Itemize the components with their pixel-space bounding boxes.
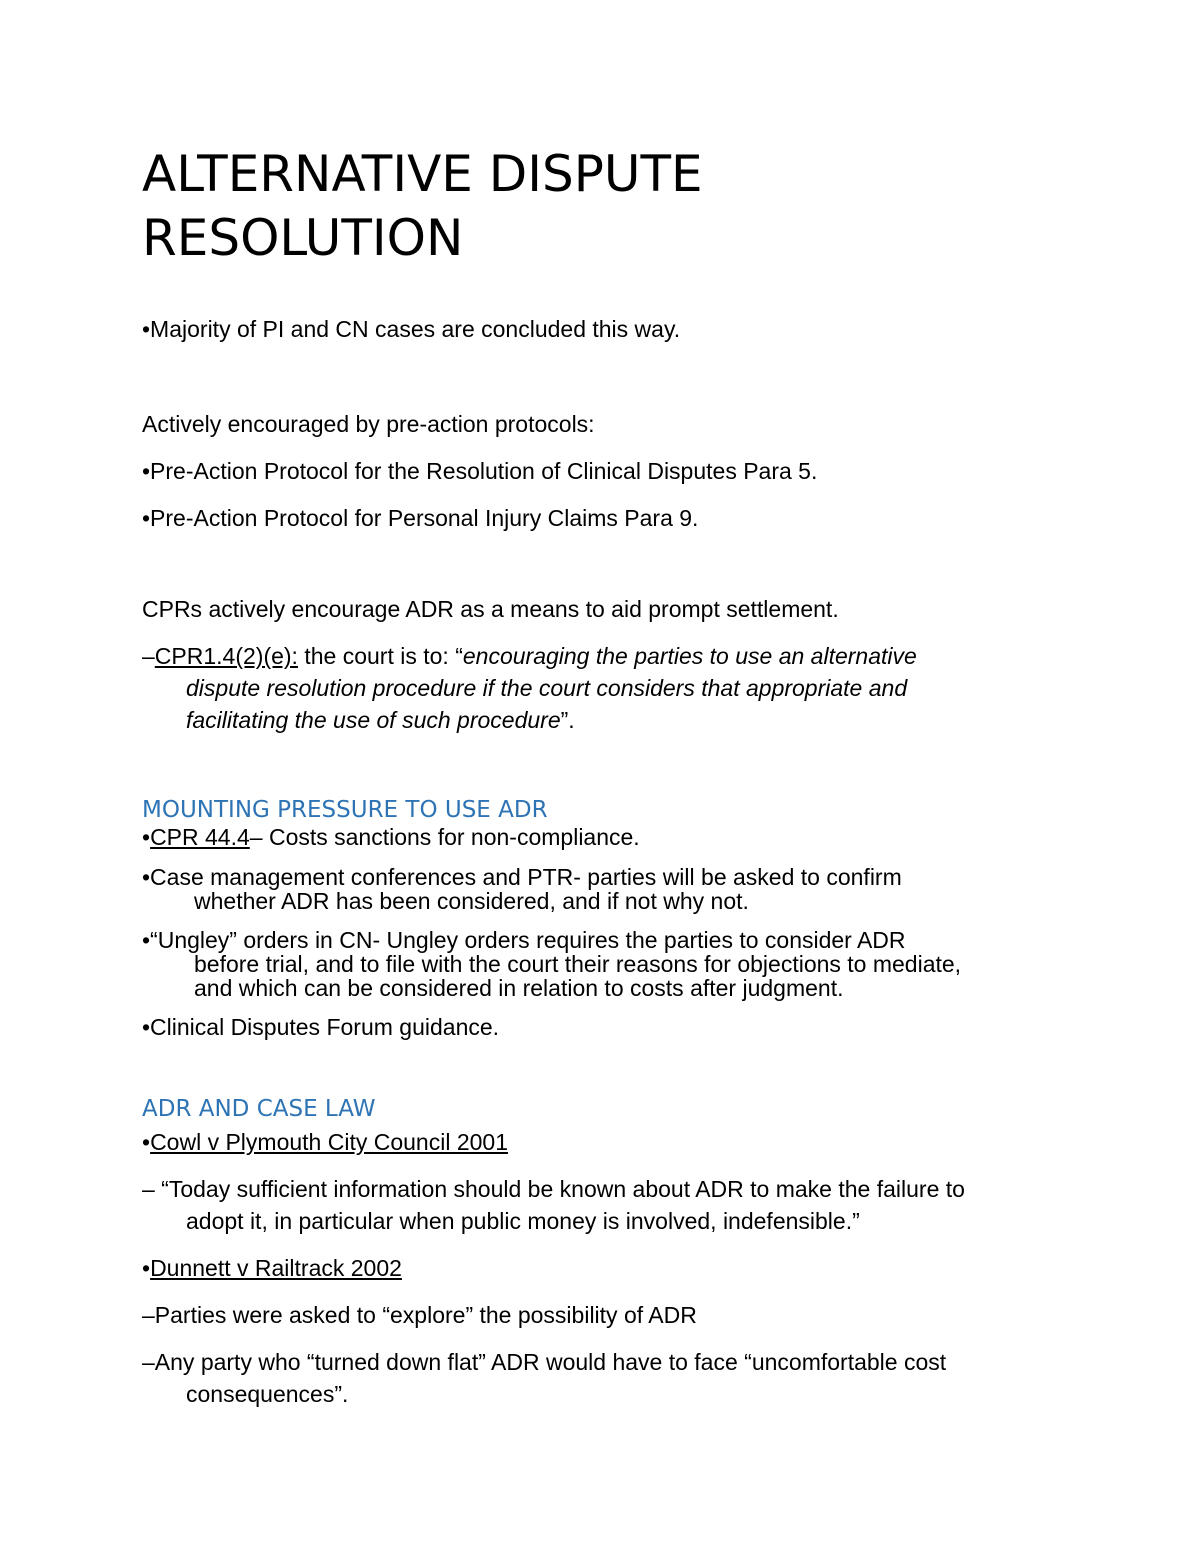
cpr-quote-line-2: dispute resolution procedure if the court considers that appropriate and xyxy=(186,675,908,701)
dunnett-point-1: –Parties were asked to “explore” the possibility of ADR xyxy=(142,1302,697,1328)
protocol-item-clinical: •Pre-Action Protocol for the Resolution of Clinical Disputes Para 5. xyxy=(142,458,818,484)
pressure-item-cpr44 xyxy=(142,821,640,853)
section-heading-pressure: MOUNTING PRESSURE TO USE ADR xyxy=(142,797,548,823)
cprs-lead: CPRs actively encourage ADR as a means to aid prompt settlement. xyxy=(142,596,839,622)
cpr-1-4-intro: the court is to: xyxy=(297,643,456,669)
quote-open: “ xyxy=(455,643,463,669)
dash: – xyxy=(142,643,155,669)
cpr-44-4-reference: CPR 44.4 xyxy=(150,824,250,850)
protocols-lead: Actively encouraged by pre-action protocols: xyxy=(142,411,595,437)
case-dunnett xyxy=(142,1252,402,1284)
intro-bullet: •Majority of PI and CN cases are concluded this way. xyxy=(142,316,681,342)
cowl-quote xyxy=(142,1173,965,1237)
pressure-item-ungley xyxy=(142,928,961,1000)
case-name-dunnett: Dunnett v Railtrack 2002 xyxy=(150,1255,402,1281)
cowl-quote-line-1: – “Today sufficient information should be known about ADR to make the failure to xyxy=(142,1176,965,1202)
protocol-item-personal-injury: •Pre-Action Protocol for Personal Injury Claims Para 9. xyxy=(142,505,699,531)
case-management-line-1: •Case management conferences and PTR- parties will be asked to confirm xyxy=(142,864,902,890)
title-line-1: ALTERNATIVE DISPUTE xyxy=(142,145,703,203)
cpr-quote-line-3: facilitating the use of such procedure xyxy=(186,707,561,733)
cowl-quote-line-2: adopt it, in particular when public money is involved, indefensible.” xyxy=(186,1208,860,1234)
pressure-item-forum: •Clinical Disputes Forum guidance. xyxy=(142,1014,500,1040)
dunnett-point-2-line-2: consequences”. xyxy=(186,1381,349,1407)
cpr-1-4-paragraph xyxy=(142,640,917,736)
case-name-cowl: Cowl v Plymouth City Council 2001 xyxy=(150,1129,508,1155)
ungley-line-2: before trial, and to file with the court their reasons for objections to mediate, xyxy=(194,951,962,977)
case-management-line-2: whether ADR has been considered, and if not why not. xyxy=(194,888,749,914)
document-title xyxy=(142,142,703,270)
cpr-quote-line-1: encouraging the parties to use an alternative xyxy=(462,643,917,669)
title-line-2: RESOLUTION xyxy=(142,209,464,267)
dunnett-point-2 xyxy=(142,1346,946,1410)
quote-close: ”. xyxy=(560,707,575,733)
dunnett-point-2-line-1: –Any party who “turned down flat” ADR would have to face “uncomfortable cost xyxy=(142,1349,947,1375)
cpr-1-4-reference: CPR1.4(2)(e): xyxy=(154,643,298,669)
ungley-line-3: and which can be considered in relation to costs after judgment. xyxy=(194,975,844,1001)
cpr-44-4-text: – Costs sanctions for non-compliance. xyxy=(249,824,640,850)
ungley-line-1: •“Ungley” orders in CN- Ungley orders requires the parties to consider ADR xyxy=(142,927,906,953)
section-heading-caselaw: ADR AND CASE LAW xyxy=(142,1096,376,1122)
bullet: • xyxy=(142,1255,151,1281)
case-cowl xyxy=(142,1126,508,1158)
pressure-item-case-management xyxy=(142,865,902,913)
bullet: • xyxy=(142,824,151,850)
bullet: • xyxy=(142,1129,151,1155)
